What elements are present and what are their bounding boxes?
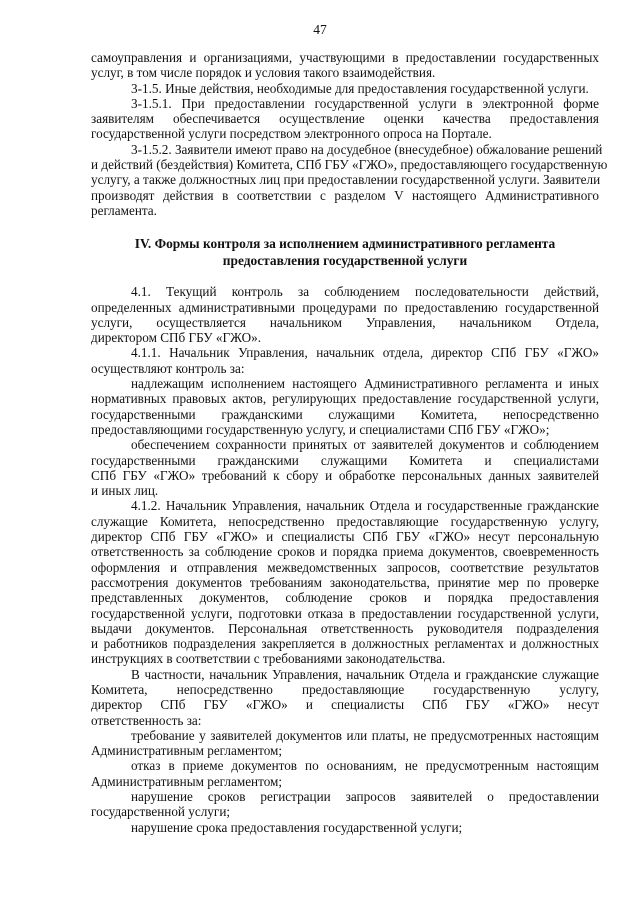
section-heading-line-2: предоставления государственной услуги — [222, 253, 468, 269]
section-4-text — [91, 284, 599, 835]
section-heading-line-1: IV. Формы контроля за исполнением административного регламента — [134, 236, 556, 252]
text-line: осуществляют контроль за: — [91, 360, 245, 376]
text-line: ответственность за: — [91, 712, 202, 728]
text-line: рассмотрения документов требованиям законодательства, принятие мер по проверке — [91, 574, 599, 590]
text-line: требование у заявителей документов или платы, не предусмотренных настоящим — [131, 727, 599, 743]
text-line: выдачи документов. Персональная ответственность руководителя подразделения — [91, 620, 599, 636]
text-line: услугу, а также должностных лиц при предоставлении государственной услуги. Заявители — [91, 172, 601, 188]
text-line: 3-1.5. Иные действия, необходимые для предоставления государственной услуги. — [131, 80, 589, 96]
text-line: нормативных правовых актов, регулирующих предоставление государственной услуги, — [91, 391, 599, 407]
text-line: оформления и отправления межведомственных запросов, соответствие результатов — [91, 559, 599, 575]
text-line: служащие Комитета, непосредственно предоставляющие государственную услугу, — [91, 513, 599, 529]
text-line: директором СПб ГБУ «ГЖО». — [91, 330, 262, 346]
paragraph — [91, 820, 599, 835]
text-line: 4.1.2. Начальник Управления, начальник Отдела и государственные гражданские — [131, 498, 599, 514]
text-line: нарушение срока предоставления государственной услуги; — [131, 819, 463, 835]
paragraph — [91, 758, 599, 789]
text-line: предоставляющими государственную услугу, и специалистами СПб ГБУ «ГЖО»; — [91, 421, 550, 437]
text-line: государственной услуги; — [91, 804, 231, 820]
text-line: самоуправления и организациями, участвующими в предоставлении государственных — [91, 50, 599, 65]
paragraph — [91, 789, 599, 820]
paragraph — [91, 376, 599, 437]
section-3-text — [91, 50, 608, 218]
text-line: СПб ГБУ «ГЖО» требований к сбору и обработке персональных данных заявителей — [91, 467, 599, 483]
text-line: Административным регламентом; — [91, 773, 283, 789]
text-line: производят действия в соответствии с разделом V настоящего Административного — [91, 187, 599, 203]
paragraph — [91, 96, 599, 142]
text-line: 4.1.1. Начальник Управления, начальник отдела, директор СПб ГБУ «ГЖО» — [131, 345, 599, 361]
text-line: государственными гражданскими служащими Комитета, непосредственно — [91, 406, 599, 422]
text-line: обеспечением сохранности принятых от заявителей документов и соблюдением — [131, 437, 599, 453]
paragraph — [91, 284, 599, 345]
paragraph — [91, 667, 599, 728]
text-line: Комитета, непосредственно предоставляющие государственную услугу, — [91, 681, 599, 697]
text-line: представленных документов, соблюдение сроков и порядка предоставления — [91, 590, 599, 606]
text-line: В частности, начальник Управления, начальник Отдела и гражданские служащие — [131, 666, 599, 682]
paragraph — [91, 437, 599, 498]
text-line: Административным регламентом; — [91, 743, 283, 759]
text-line: государственными гражданскими служащими Комитета и специалистами — [91, 452, 599, 468]
text-line: услуги, осуществляется начальником Управления, начальником Отдела, — [91, 314, 599, 330]
section-heading — [91, 235, 599, 269]
paragraph — [91, 50, 599, 81]
text-line: директор СПб ГБУ «ГЖО» и специалисты СПб ГБУ «ГЖО» несут персональную — [91, 529, 599, 545]
text-line: и работников подразделения закрепляется в должностных регламентах и должностных — [91, 636, 599, 652]
text-line: 3-1.5.1. При предоставлении государственной услуги в электронной форме — [131, 95, 599, 111]
paragraph — [91, 345, 599, 376]
text-line: 3-1.5.2. Заявители имеют право на досудебное (внесудебное) обжалование решений — [131, 141, 603, 157]
text-line: инструкциях в соответствии с требованиями законодательства. — [91, 651, 446, 667]
text-line: ответственность за соблюдение сроков и порядка приема документов, своевременность — [91, 544, 599, 560]
text-line: регламента. — [91, 202, 157, 218]
text-line: услуг, в том числе порядок и условия такого взаимодействия. — [91, 65, 436, 81]
text-line: отказ в приеме документов по основаниям, не предусмотренным настоящим — [131, 758, 599, 774]
page-number: 47 — [313, 22, 327, 37]
document-body — [91, 50, 608, 835]
text-line: и действий (бездействия) Комитета, СПб ГБУ «ГЖО», предоставляющего государственную — [91, 157, 608, 173]
paragraph — [91, 498, 599, 666]
text-line: государственной услуги, подготовки отказа в предоставлении государственной услуги, — [91, 605, 599, 621]
text-line: нарушение сроков регистрации запросов заявителей о предоставлении — [131, 789, 599, 805]
text-line: 4.1. Текущий контроль за соблюдением последовательности действий, — [131, 284, 599, 300]
text-line: заявителям обеспечивается осуществление оценки качества предоставления — [91, 111, 599, 127]
paragraph — [91, 81, 599, 96]
text-line: государственной услуги посредством электронного опроса на Портале. — [91, 126, 492, 142]
text-line: определенных административными процедурами по предоставлению государственной — [91, 299, 599, 315]
text-line: надлежащим исполнением настоящего Административного регламента и иных — [131, 376, 599, 392]
paragraph — [91, 141, 608, 218]
text-line: и иных лиц. — [91, 483, 159, 499]
text-line: директор СПб ГБУ «ГЖО» и специалисты СПб ГБУ «ГЖО» несут — [91, 697, 599, 713]
paragraph — [91, 728, 599, 759]
